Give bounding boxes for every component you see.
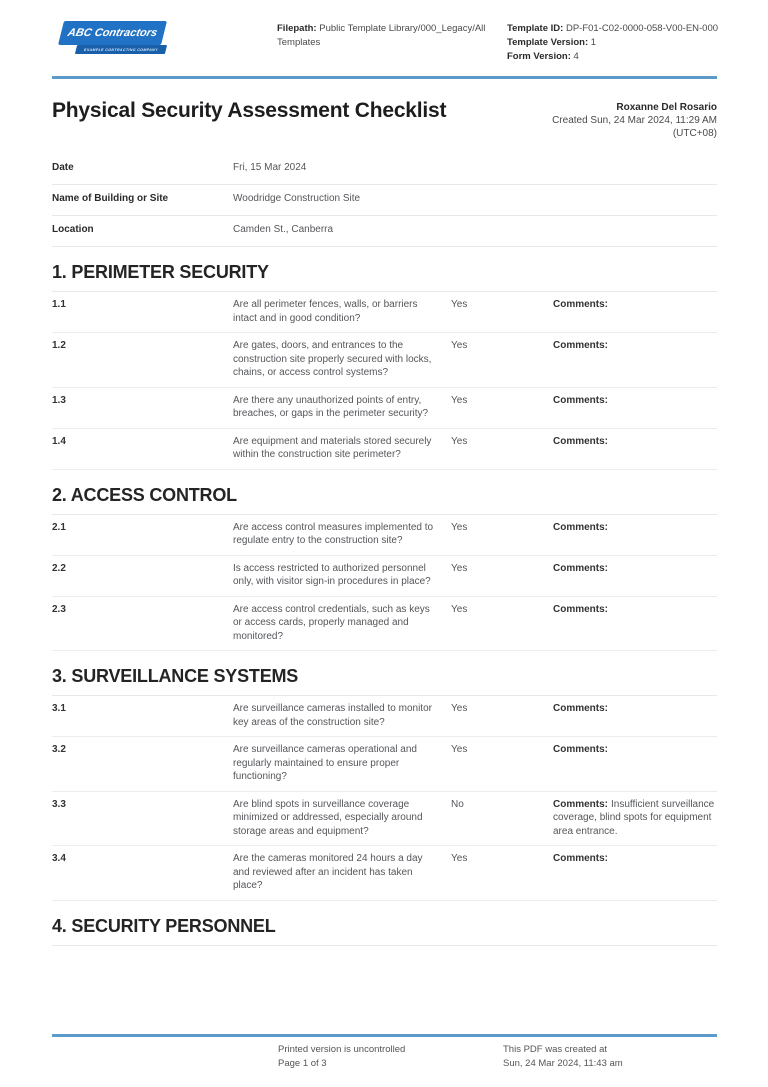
template-id-label: Template ID: xyxy=(507,23,564,34)
header-divider xyxy=(52,76,717,79)
meta-value: Woodridge Construction Site xyxy=(233,193,361,204)
item-answer: Yes xyxy=(451,340,468,351)
item-question: Are there any unauthorized points of entry, breaches, or gaps in the perimeter security? xyxy=(233,394,429,419)
comments-label: Comments: xyxy=(553,340,609,351)
item-comments xyxy=(553,435,717,462)
pdf-created-timestamp: Sun, 24 Mar 2024, 11:43 am xyxy=(503,1058,623,1069)
printed-version-note: Printed version is uncontrolled xyxy=(278,1044,406,1055)
checklist-row xyxy=(52,696,717,737)
meta-value: Fri, 15 Mar 2024 xyxy=(233,162,307,173)
checklist-row xyxy=(52,429,717,470)
item-comments xyxy=(553,298,717,325)
item-number: 2.2 xyxy=(52,562,66,574)
comments-label: Comments: xyxy=(553,703,609,714)
item-number: 1.1 xyxy=(52,299,66,310)
item-question: Are surveillance cameras installed to monitor key areas of the construction site? xyxy=(233,703,432,728)
created-info xyxy=(552,99,717,140)
filepath xyxy=(277,21,507,50)
item-number: 3.1 xyxy=(52,703,66,714)
logo-tagline-banner xyxy=(75,45,167,54)
section-heading: 4. SECURITY PERSONNEL xyxy=(52,916,717,946)
pdf-created-label: This PDF was created at xyxy=(503,1044,608,1055)
checklist-row xyxy=(52,333,717,388)
company-logo xyxy=(52,21,172,55)
form-version-line xyxy=(507,50,718,64)
footer-right xyxy=(503,1043,717,1071)
item-question: Are blind spots in surveillance coverage minimized or addressed, especially around storage areas and equipment? xyxy=(233,798,423,837)
title-row xyxy=(52,99,717,140)
section-heading: 1. PERIMETER SECURITY xyxy=(52,262,717,292)
logo-banner xyxy=(58,21,167,45)
checklist-row xyxy=(52,515,717,556)
comments-label: Comments: xyxy=(553,853,609,864)
item-answer: Yes xyxy=(451,562,468,574)
item-comments xyxy=(553,339,717,380)
footer-left xyxy=(278,1043,503,1071)
comments-label: Comments: xyxy=(553,603,609,615)
item-answer: Yes xyxy=(451,394,468,406)
section-surveillance-systems xyxy=(52,666,717,901)
metadata-table xyxy=(52,154,717,247)
item-comments xyxy=(553,603,717,644)
meta-label: Date xyxy=(52,162,74,173)
item-number: 3.2 xyxy=(52,744,66,755)
item-answer: Yes xyxy=(451,603,468,615)
form-version-value: 4 xyxy=(573,51,579,62)
checklist-row xyxy=(52,556,717,597)
document-footer xyxy=(52,1034,717,1071)
item-answer: Yes xyxy=(451,853,468,864)
item-question: Are access control credentials, such as keys or access cards, properly managed and monitored? xyxy=(233,603,430,642)
item-number: 1.3 xyxy=(52,394,66,406)
section-heading: 3. SURVEILLANCE SYSTEMS xyxy=(52,666,717,696)
item-comments xyxy=(553,394,717,421)
comments-label: Comments: xyxy=(553,744,609,755)
logo-column xyxy=(52,21,277,55)
checklist-row xyxy=(52,597,717,652)
template-version-label: Template Version: xyxy=(507,37,589,48)
meta-row-date xyxy=(52,154,717,185)
meta-row-location xyxy=(52,216,717,247)
checklist-row xyxy=(52,292,717,333)
section-heading: 2. ACCESS CONTROL xyxy=(52,485,717,515)
item-comments xyxy=(553,702,717,729)
comment-text: Insufficient surveillance coverage, blind spots for equipment area entrance. xyxy=(553,798,715,837)
item-number: 1.4 xyxy=(52,435,66,447)
footer-columns xyxy=(278,1037,717,1071)
item-comments xyxy=(553,521,717,548)
logo-tagline: EXAMPLE CONTRACTING COMPANY xyxy=(83,47,159,52)
filepath-label: Filepath: xyxy=(277,23,317,34)
created-timestamp: Created Sun, 24 Mar 2024, 11:29 AM xyxy=(552,115,717,126)
template-info xyxy=(507,21,718,64)
author-name: Roxanne Del Rosario xyxy=(616,102,717,113)
item-answer: Yes xyxy=(451,744,468,755)
item-comments xyxy=(553,562,717,589)
checklist-row xyxy=(52,737,717,792)
item-question: Is access restricted to authorized personnel only, with visitor sign-in procedures in place? xyxy=(233,562,431,587)
template-version-line xyxy=(507,36,718,50)
item-comments xyxy=(553,798,717,839)
section-perimeter-security xyxy=(52,262,717,470)
document-header xyxy=(0,0,768,76)
checklist-row xyxy=(52,792,717,847)
item-number: 2.3 xyxy=(52,603,66,615)
item-question: Are equipment and materials stored securely within the construction site perimeter? xyxy=(233,435,432,460)
page-number: Page 1 of 3 xyxy=(278,1058,327,1069)
item-answer: Yes xyxy=(451,703,468,714)
item-question: Are the cameras monitored 24 hours a day and reviewed after an incident has taken place? xyxy=(233,853,423,891)
item-question: Are surveillance cameras operational and regularly maintained to ensure proper functioning? xyxy=(233,744,417,782)
form-version-label: Form Version: xyxy=(507,51,571,62)
comments-label: Comments: xyxy=(553,798,609,810)
item-comments xyxy=(553,852,717,893)
item-question: Are access control measures implemented to regulate entry to the construction site? xyxy=(233,521,434,546)
item-question: Are gates, doors, and entrances to the construction site properly secured with locks, chains, or access control systems? xyxy=(233,340,432,378)
comments-label: Comments: xyxy=(553,394,609,406)
comments-label: Comments: xyxy=(553,562,609,574)
item-comments xyxy=(553,743,717,784)
logo-text: ABC Contractors xyxy=(66,27,159,39)
item-answer: Yes xyxy=(451,521,468,533)
filepath-value: Public Template Library/000_Legacy/All Templates xyxy=(277,23,486,48)
item-answer: No xyxy=(451,798,464,810)
comments-label: Comments: xyxy=(553,299,609,310)
template-id-value: DP-F01-C02-0000-058-V00-EN-000 xyxy=(565,23,719,34)
item-question: Are all perimeter fences, walls, or barriers intact and in good condition? xyxy=(233,299,418,324)
item-answer: Yes xyxy=(451,299,468,310)
meta-value: Camden St., Canberra xyxy=(233,224,334,235)
checklist-row xyxy=(52,388,717,429)
item-number: 3.3 xyxy=(52,798,66,810)
meta-label: Location xyxy=(52,224,94,235)
comments-label: Comments: xyxy=(553,521,609,533)
template-version-value: 1 xyxy=(590,37,597,48)
item-number: 3.4 xyxy=(52,853,66,864)
comments-label: Comments: xyxy=(553,435,609,447)
meta-label: Name of Building or Site xyxy=(52,193,169,204)
section-security-personnel xyxy=(52,916,717,946)
meta-row-site xyxy=(52,185,717,216)
section-access-control xyxy=(52,485,717,652)
page-title: Physical Security Assessment Checklist xyxy=(52,99,447,122)
item-number: 1.2 xyxy=(52,340,66,351)
item-answer: Yes xyxy=(451,435,468,447)
checklist-row xyxy=(52,846,717,901)
created-timezone: (UTC+08) xyxy=(672,128,717,139)
template-id-line xyxy=(507,22,718,36)
item-number: 2.1 xyxy=(52,521,66,533)
